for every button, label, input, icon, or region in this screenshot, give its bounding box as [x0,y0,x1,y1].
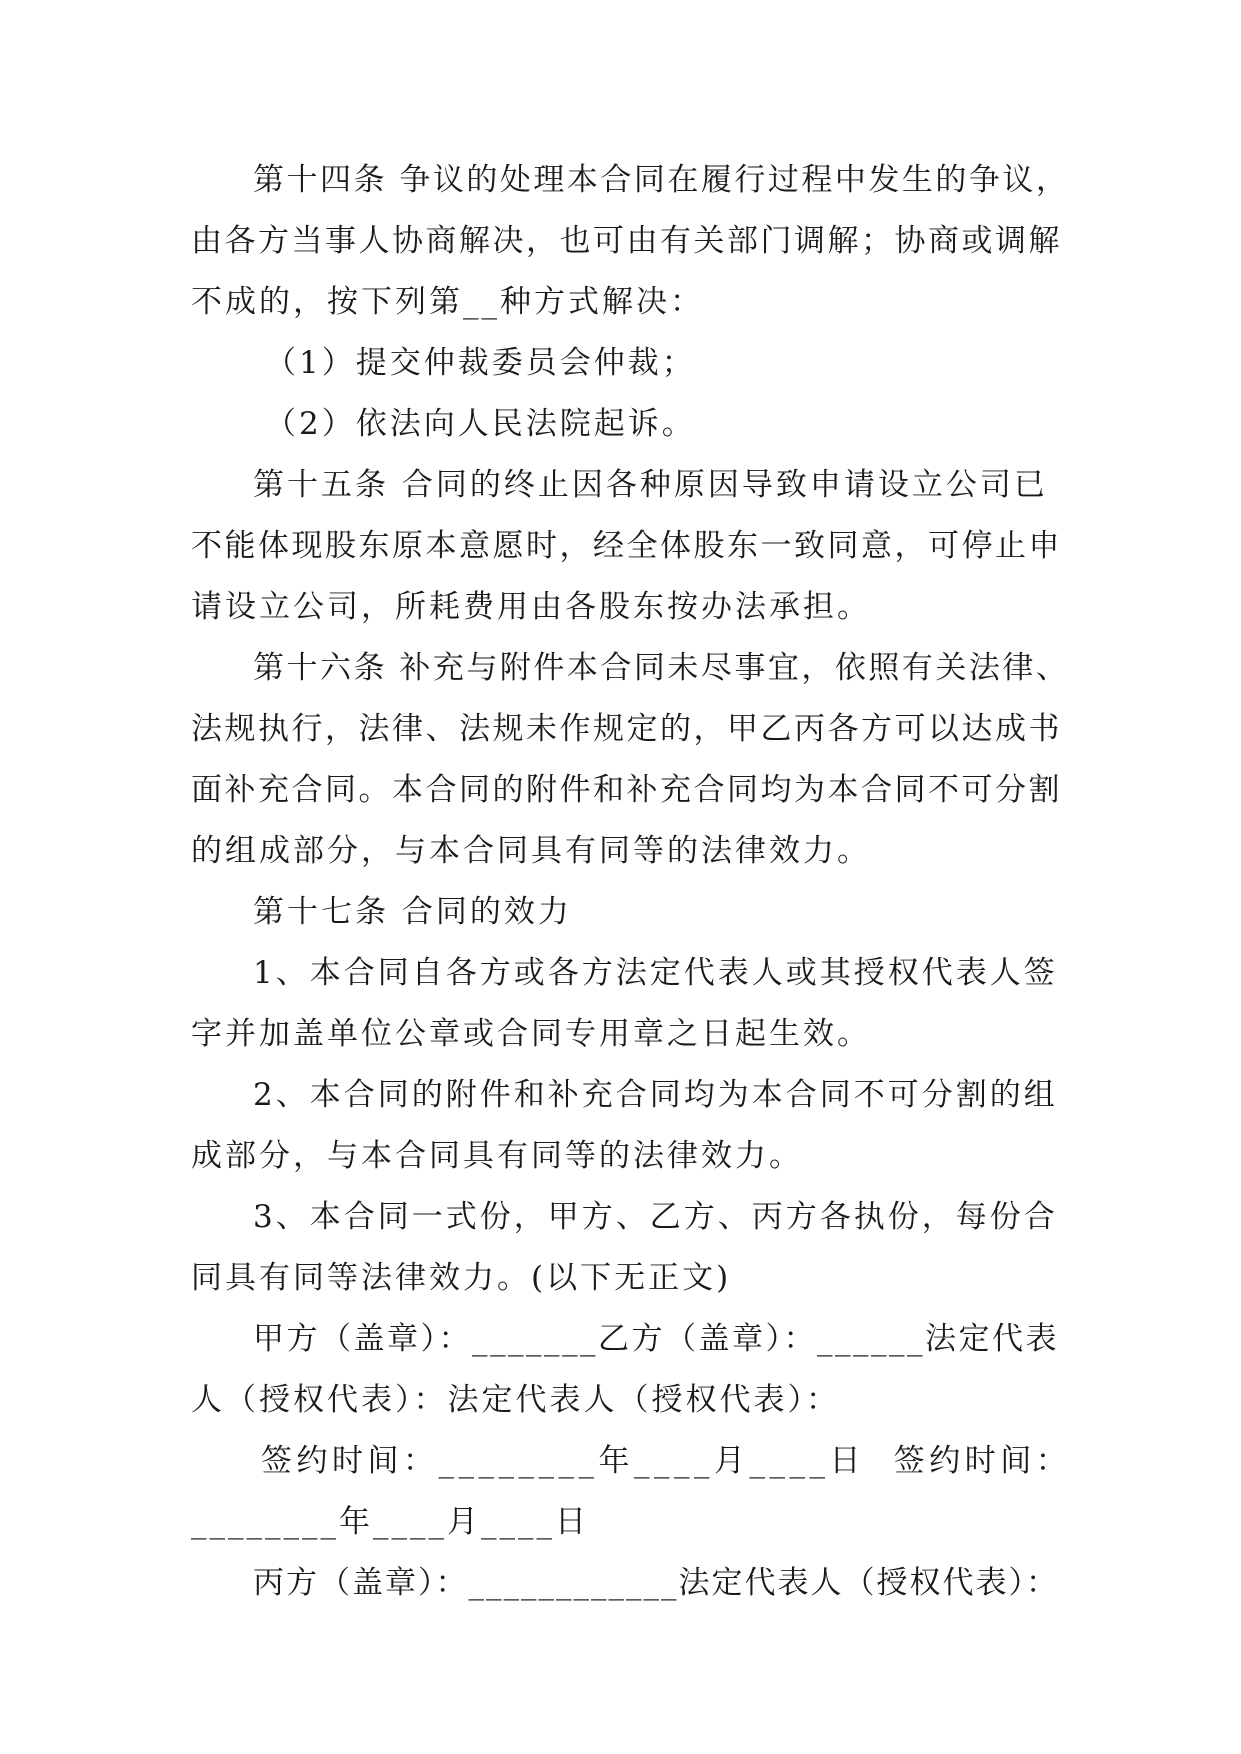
article-15-line-3: 请设立公司，所耗费用由各股东按办法承担。 [191,589,871,625]
article-16-line-2: 法规执行，法律、法规未作规定的，甲乙丙各方可以达成书 [191,711,1062,747]
contract-page [191,150,1071,1614]
clause-3-line-2: 同具有同等法律效力。(以下无正文) [191,1260,732,1296]
clause-1-line-2: 字并加盖单位公章或合同专用章之日起生效。 [191,1016,871,1052]
article-16-line-1: 第十六条 补充与附件本合同未尽事宜，依照有关法律、 [253,650,1070,686]
clause-1-line-1: 1、本合同自各方或各方法定代表人或其授权代表人签 [253,955,1058,991]
clause-2-line-2: 成部分，与本合同具有同等的法律效力。 [191,1138,803,1174]
party-a-b-signature-line-1: 甲方（盖章）：_______乙方（盖章）：______法定代表 [253,1321,1059,1357]
option-1: （1）提交仲裁委员会仲裁； [265,345,696,381]
party-c-signature-line: 丙方（盖章）：____________法定代表人（授权代表）： [253,1565,1059,1601]
article-17-heading: 第十七条 合同的效力 [253,894,572,930]
article-14-line-1: 第十四条 争议的处理本合同在履行过程中发生的争议， [253,162,1070,198]
party-a-b-signature-line-2: 人（授权代表）：法定代表人（授权代表）： [191,1382,840,1418]
article-16-line-3: 面补充合同。本合同的附件和补充合同均为本合同不可分割 [191,772,1062,808]
article-14-line-2: 由各方当事人协商解决，也可由有关部门调解；协商或调解 [191,223,1062,259]
clause-3-line-1: 3、本合同一式份，甲方、乙方、丙方各执份，每份合 [253,1199,1058,1235]
article-16-line-4: 的组成部分，与本合同具有同等的法律效力。 [191,833,871,869]
signing-date-line-2: ________年____月____日 [191,1504,589,1540]
article-14-line-3: 不成的，按下列第__种方式解决： [191,284,704,320]
option-2: （2）依法向人民法院起诉。 [265,406,696,442]
article-15-line-1: 第十五条 合同的终止因各种原因导致申请设立公司已 [253,467,1048,503]
article-15-line-2: 不能体现股东原本意愿时，经全体股东一致同意，可停止申 [191,528,1062,564]
clause-2-line-1: 2、本合同的附件和补充合同均为本合同不可分割的组 [253,1077,1058,1113]
signing-date-line-1: 签约时间：________年____月____日 签约时间： [261,1443,1072,1479]
